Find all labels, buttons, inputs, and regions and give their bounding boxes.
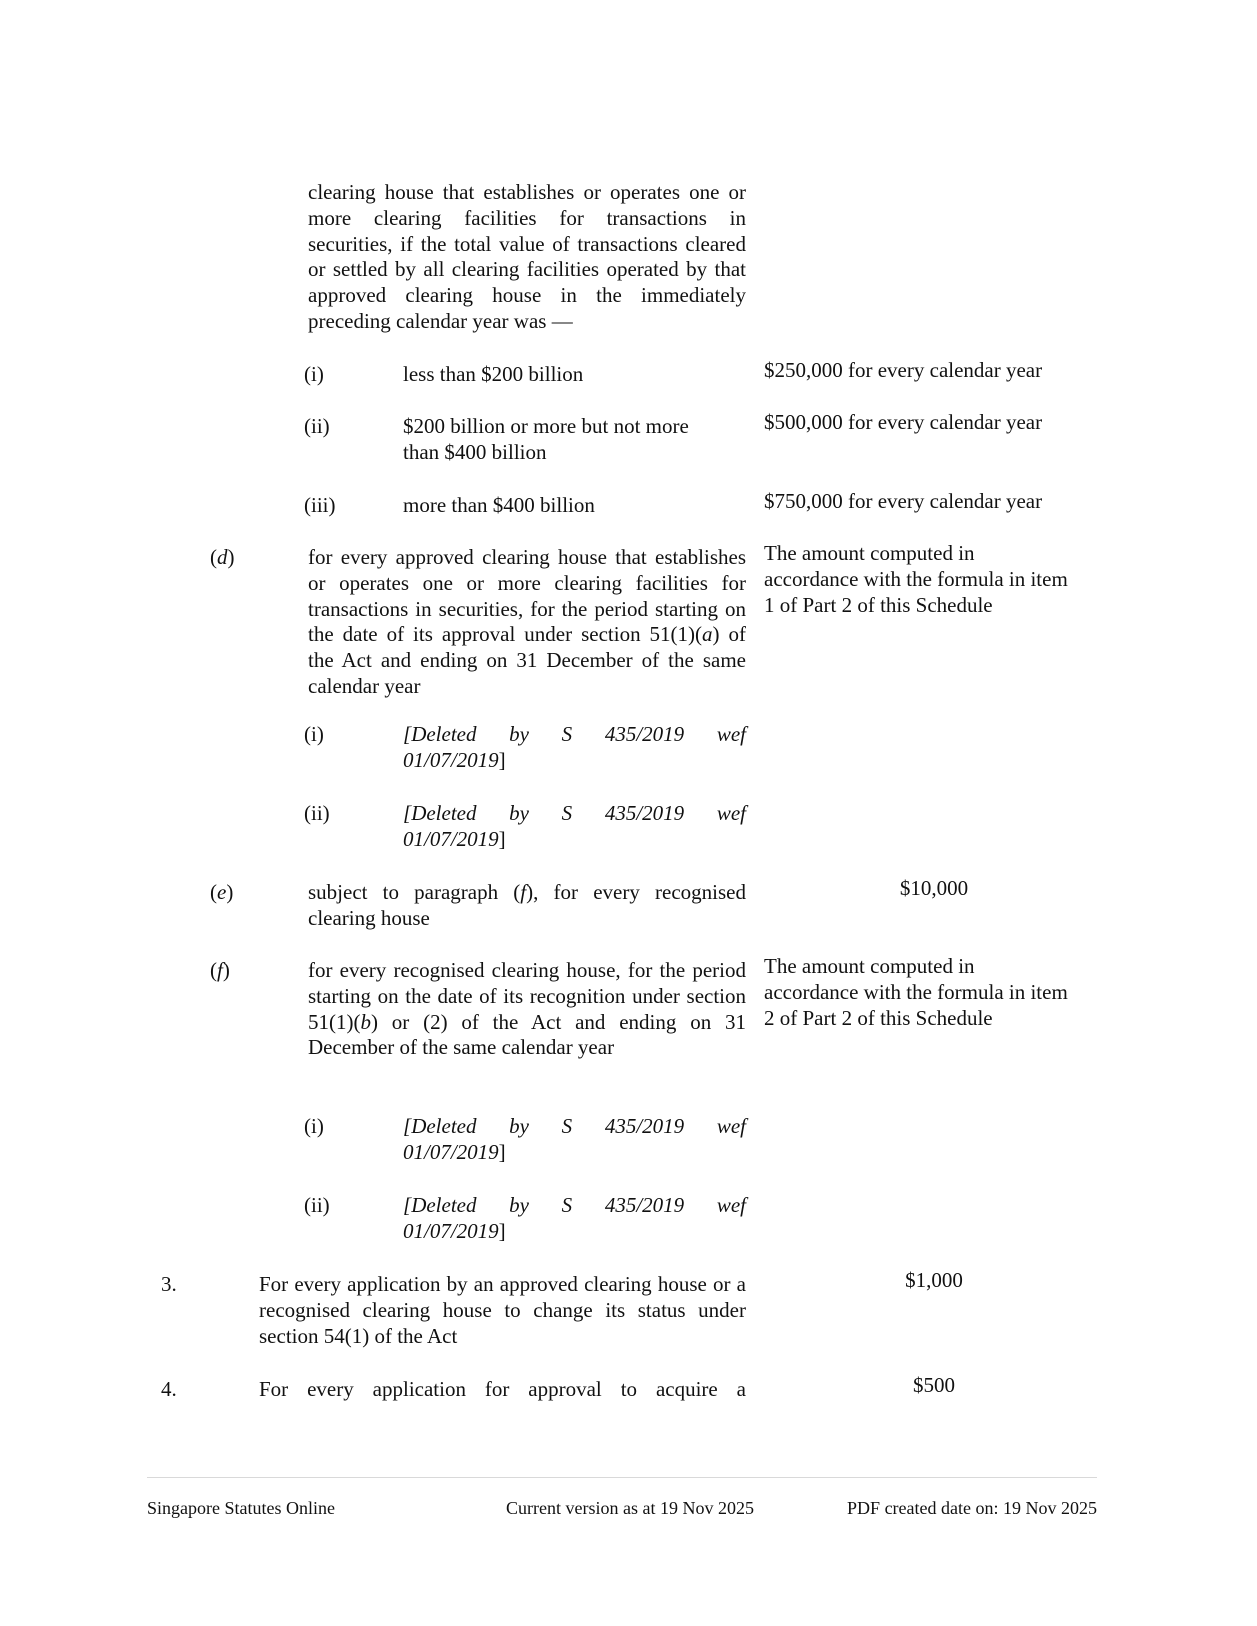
d-sub-2-deleted-note: [Deleted by S 435/2019 wef 01/07/2019]: [403, 801, 746, 851]
f-label: (f): [210, 958, 230, 982]
d-fee-line-2: accordance with the formula in item: [764, 566, 1068, 591]
c-item-2-text-line-2: than $400 billion: [403, 439, 547, 464]
c-item-2-text-line-1: $200 billion or more but not more: [403, 414, 689, 438]
item-4-number: 4.: [161, 1377, 177, 1401]
f-fee: [764, 954, 1068, 1031]
item-3-fee: $1,000: [905, 1268, 963, 1292]
item-3-number: 3.: [161, 1272, 177, 1296]
f-fee-line-1: The amount computed in: [764, 954, 975, 978]
d-fee: [764, 541, 1068, 618]
item-4-paragraph: For every application for approval to acquire a: [259, 1377, 746, 1401]
d-paragraph: for every approved clearing house that establishes or operates one or more clearing facilities for transactions in securities, for the period starting on the date of its approval under section 51(1)(a) of the Act and ending on 31 December of the same calendar year: [308, 545, 746, 698]
c-item-3-number: (iii): [304, 493, 336, 517]
c-item-2-fee: $500,000 for every calendar year: [764, 410, 1043, 434]
d-sub-2-number: (ii): [304, 801, 330, 825]
intro-paragraph: clearing house that establishes or operates one or more clearing facilities for transactions in securities, if the total value of transactions cleared or settled by all clearing facilities operated by that approved clearing house in the immediately preceding calendar year was —: [308, 180, 746, 333]
c-item-3-text: more than $400 billion: [403, 493, 595, 517]
footer-source: Singapore Statutes Online: [147, 1498, 335, 1518]
d-fee-line-1: The amount computed in: [764, 541, 975, 565]
f-sub-1-number: (i): [304, 1114, 324, 1138]
e-paragraph: subject to paragraph (f), for every recognised clearing house: [308, 880, 746, 930]
f-sub-2-number: (ii): [304, 1193, 330, 1217]
c-item-1-number: (i): [304, 362, 324, 386]
c-item-1-text: less than $200 billion: [403, 362, 584, 386]
item-4-fee: $500: [913, 1373, 955, 1397]
f-fee-line-2: accordance with the formula in item: [764, 979, 1068, 1004]
d-fee-line-3: 1 of Part 2 of this Schedule: [764, 592, 993, 617]
d-label: (d): [210, 545, 235, 569]
d-sub-1-number: (i): [304, 722, 324, 746]
e-fee: $10,000: [899, 876, 969, 900]
c-item-1-fee: $250,000 for every calendar year: [764, 358, 1043, 382]
c-item-2-text: [403, 414, 689, 466]
footer-pdf-created-date: PDF created date on: 19 Nov 2025: [847, 1498, 1097, 1518]
item-3-paragraph: For every application by an approved clearing house or a recognised clearing house to change its status under section 54(1) of the Act: [259, 1272, 746, 1348]
c-item-3-fee: $750,000 for every calendar year: [764, 489, 1043, 513]
f-paragraph: for every recognised clearing house, for the period starting on the date of its recognition under section 51(1)(b) or (2) of the Act and ending on 31 December of the same calendar year: [308, 958, 746, 1060]
f-sub-1-deleted-note: [Deleted by S 435/2019 wef 01/07/2019]: [403, 1114, 746, 1164]
c-item-2-number: (ii): [304, 414, 330, 438]
f-sub-2-deleted-note: [Deleted by S 435/2019 wef 01/07/2019]: [403, 1193, 746, 1243]
d-sub-1-deleted-note: [Deleted by S 435/2019 wef 01/07/2019]: [403, 722, 746, 772]
footer-divider: [147, 1477, 1097, 1478]
e-label: (e): [210, 880, 234, 904]
f-fee-line-3: 2 of Part 2 of this Schedule: [764, 1005, 993, 1030]
footer-current-version: Current version as at 19 Nov 2025: [506, 1498, 754, 1518]
